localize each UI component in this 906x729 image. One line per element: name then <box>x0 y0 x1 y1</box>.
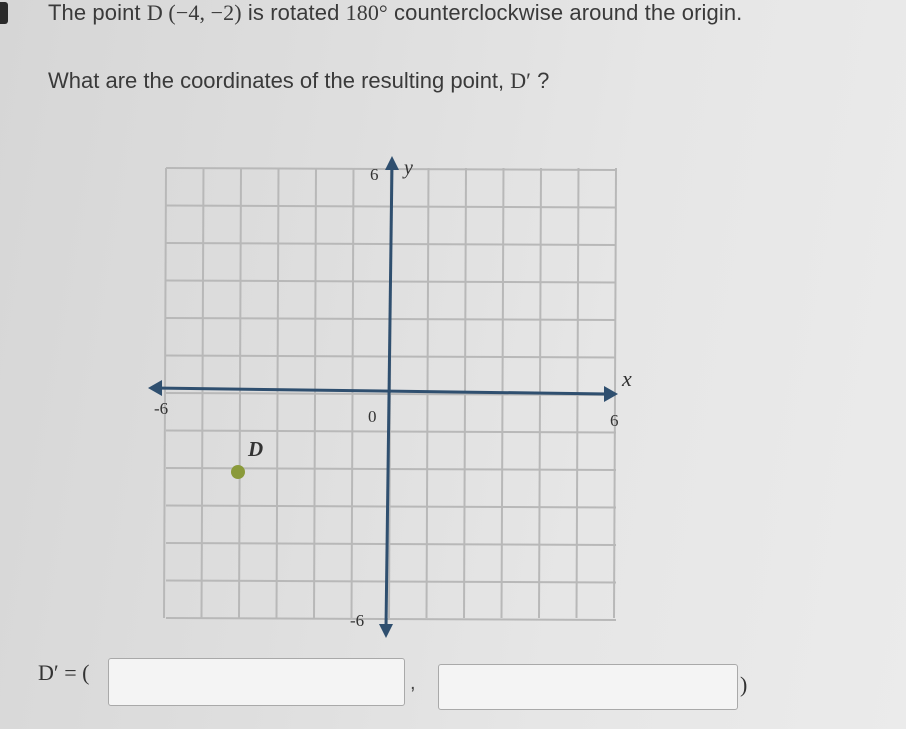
coordinate-separator: , <box>410 672 416 694</box>
grid-line-horizontal <box>166 506 616 508</box>
question-prompt-line2 <box>48 68 549 94</box>
closing-parenthesis: ) <box>740 672 748 697</box>
answer-row <box>38 654 768 714</box>
grid-line-horizontal <box>166 431 616 433</box>
prompt-text: counterclockwise around the origin. <box>387 0 743 25</box>
x-axis-left-arrow <box>148 380 162 396</box>
y-coordinate-input[interactable] <box>438 664 738 710</box>
grid-line-vertical <box>164 168 166 618</box>
grid-line-horizontal <box>166 618 616 620</box>
prompt-text: ? <box>530 68 550 93</box>
x-coordinate-input[interactable] <box>108 658 405 706</box>
y-axis-up-arrow <box>385 156 399 170</box>
coordinate-plane <box>140 150 660 650</box>
x-axis-label: x <box>622 366 632 391</box>
point-d-label: D <box>248 437 264 461</box>
y-max-tick-label: 6 <box>370 165 379 184</box>
point-d-marker <box>231 465 245 479</box>
rotation-angle: 180° <box>345 0 388 25</box>
question-prompt-line1 <box>48 0 742 26</box>
x-min-tick-label: -6 <box>154 399 169 418</box>
y-min-tick-label: -6 <box>350 611 365 630</box>
prompt-text: What are the coordinates of the resulting point, <box>48 68 511 93</box>
y-axis-label: y <box>404 157 413 179</box>
point-d-prime-label: D′ <box>510 68 531 93</box>
x-max-tick-label: 6 <box>610 411 619 430</box>
prompt-text: is rotated <box>241 0 346 25</box>
axes <box>148 156 618 638</box>
prompt-text: The point <box>48 0 147 25</box>
grid-line-horizontal <box>166 543 616 545</box>
point-d-coordinates: D (−4, −2) <box>146 0 242 25</box>
question-number-badge <box>0 2 8 24</box>
answer-label: D′ = ( <box>38 660 90 685</box>
origin-label: 0 <box>368 407 377 426</box>
grid-line-horizontal <box>166 581 616 583</box>
y-axis-down-arrow <box>379 624 393 638</box>
